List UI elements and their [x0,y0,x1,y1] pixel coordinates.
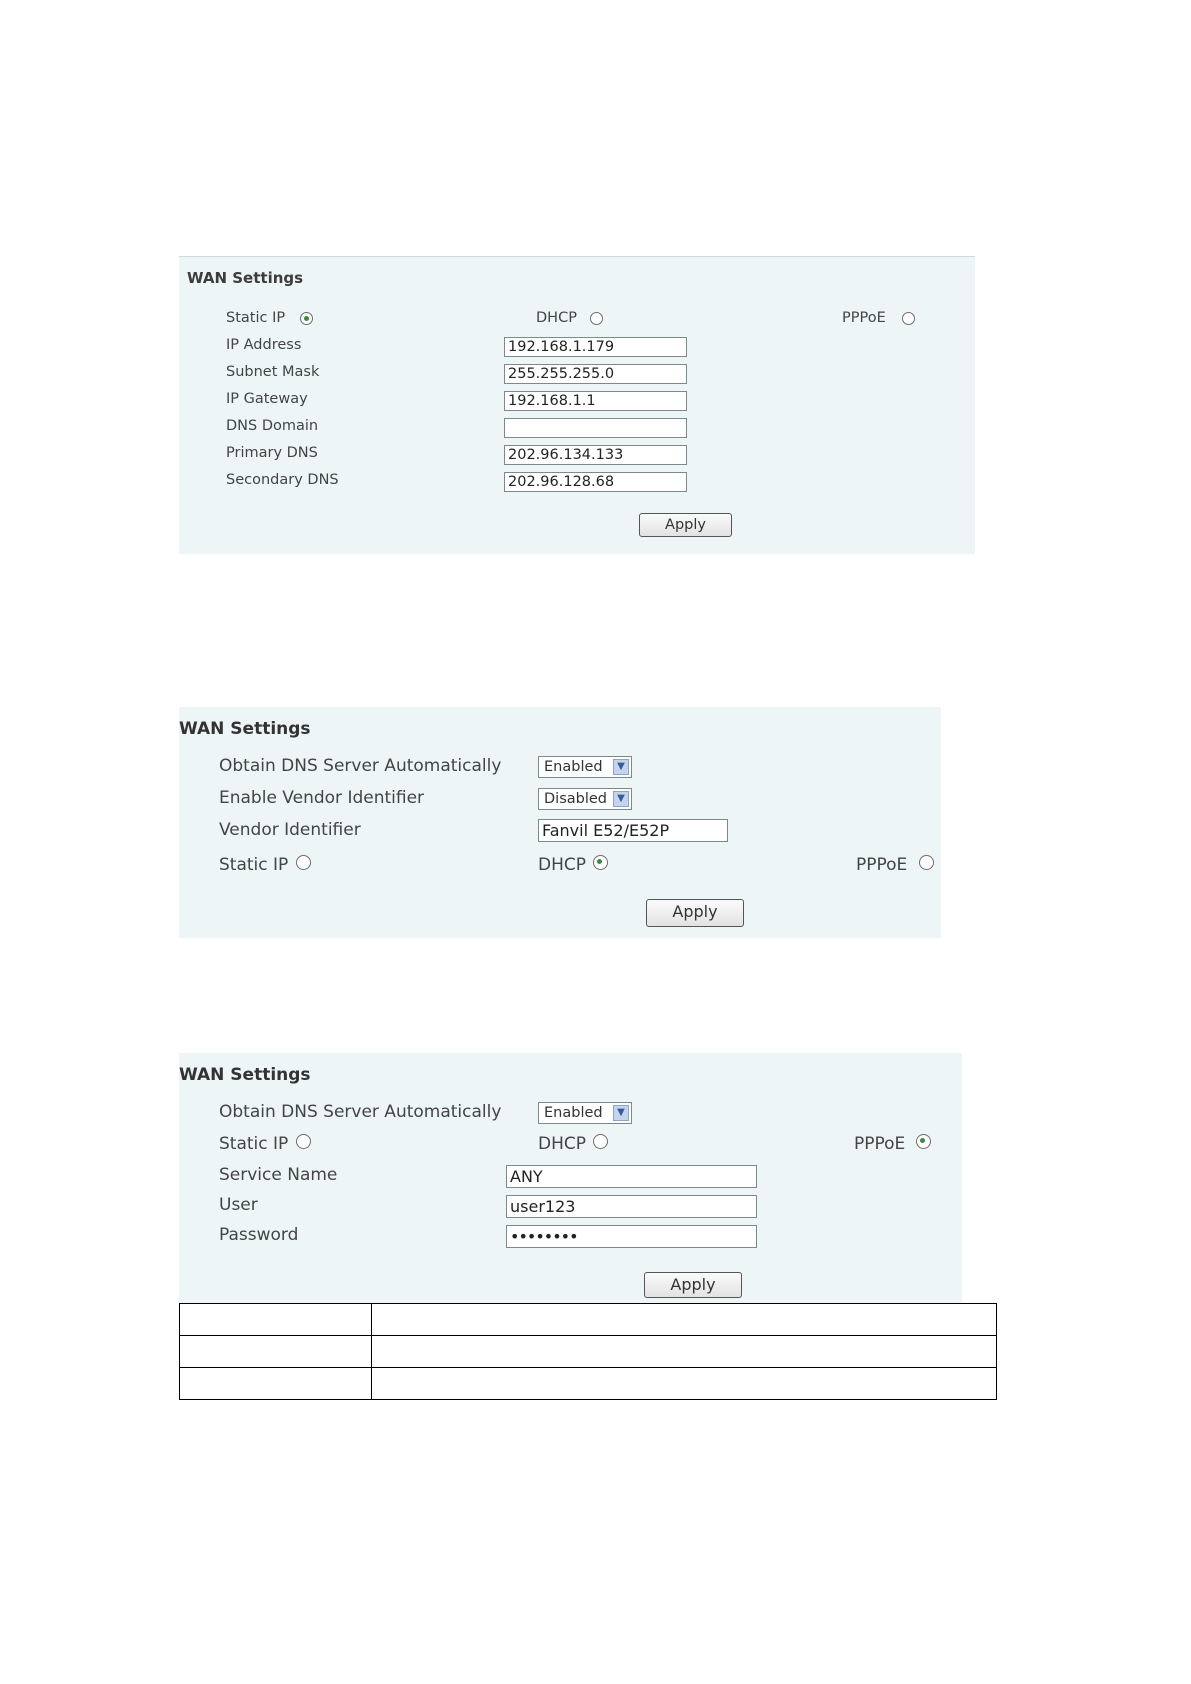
primary-dns-input[interactable]: 202.96.134.133 [504,445,687,465]
table-cell [372,1304,997,1336]
apply-button[interactable]: Apply [639,513,732,537]
secondary-dns-input[interactable]: 202.96.128.68 [504,472,687,492]
static-ip-radio[interactable] [296,855,311,870]
ip-gateway-input[interactable]: 192.168.1.1 [504,391,687,411]
static-ip-label: Static IP [219,855,289,875]
panel-title: WAN Settings [179,719,311,739]
pppoe-radio[interactable] [919,855,934,870]
wan-settings-dhcp-panel [179,707,941,938]
dhcp-label: DHCP [536,310,577,326]
wan-settings-pppoe-panel [179,1053,962,1303]
obtain-dns-select[interactable] [538,1102,632,1124]
dhcp-label: DHCP [538,855,586,875]
dhcp-radio[interactable] [593,1134,608,1149]
service-name-input[interactable]: ANY [506,1165,757,1188]
table-cell [180,1368,372,1400]
user-label: User [219,1195,258,1215]
static-ip-label: Static IP [219,1134,289,1154]
table-row [180,1304,997,1336]
vendor-identifier-label: Vendor Identifier [219,820,361,840]
dns-domain-label: DNS Domain [226,418,319,434]
password-input[interactable]: •••••••• [506,1225,757,1248]
pppoe-label: PPPoE [854,1134,906,1154]
obtain-dns-label: Obtain DNS Server Automatically [219,1102,502,1122]
dhcp-radio[interactable] [593,855,608,870]
password-label: Password [219,1225,299,1245]
apply-button[interactable]: Apply [644,1272,742,1298]
table-cell [180,1304,372,1336]
wan-settings-static-panel [179,256,975,554]
static-ip-label: Static IP [226,310,286,326]
chevron-down-icon[interactable]: ▼ [613,759,629,775]
obtain-dns-select[interactable] [538,756,632,778]
empty-table [179,1303,997,1400]
apply-button[interactable]: Apply [646,899,744,927]
dns-domain-input[interactable] [504,418,687,438]
pppoe-label: PPPoE [842,310,886,326]
subnet-mask-label: Subnet Mask [226,364,320,380]
table-cell [180,1336,372,1368]
service-name-label: Service Name [219,1165,338,1185]
ip-address-label: IP Address [226,337,302,353]
panel-title: WAN Settings [187,269,304,287]
obtain-dns-value: Enabled [544,759,603,775]
pppoe-label: PPPoE [856,855,908,875]
table-cell [372,1368,997,1400]
pppoe-radio[interactable] [902,312,915,325]
subnet-mask-input[interactable]: 255.255.255.0 [504,364,687,384]
panel-title: WAN Settings [179,1065,311,1085]
static-ip-radio[interactable] [296,1134,311,1149]
primary-dns-label: Primary DNS [226,445,318,461]
chevron-down-icon[interactable]: ▼ [613,791,629,807]
pppoe-radio[interactable] [916,1134,931,1149]
enable-vendor-value: Disabled [544,791,607,807]
table-cell [372,1336,997,1368]
dhcp-radio[interactable] [590,312,603,325]
ip-gateway-label: IP Gateway [226,391,308,407]
enable-vendor-select[interactable] [538,788,632,810]
vendor-identifier-input[interactable]: Fanvil E52/E52P [538,819,728,842]
table-row [180,1336,997,1368]
dhcp-label: DHCP [538,1134,586,1154]
table-row [180,1368,997,1400]
chevron-down-icon[interactable]: ▼ [613,1105,629,1121]
static-ip-radio[interactable] [300,312,313,325]
user-input[interactable]: user123 [506,1195,757,1218]
obtain-dns-label: Obtain DNS Server Automatically [219,756,502,776]
secondary-dns-label: Secondary DNS [226,472,339,488]
obtain-dns-value: Enabled [544,1105,603,1121]
ip-address-input[interactable]: 192.168.1.179 [504,337,687,357]
enable-vendor-label: Enable Vendor Identifier [219,788,425,808]
